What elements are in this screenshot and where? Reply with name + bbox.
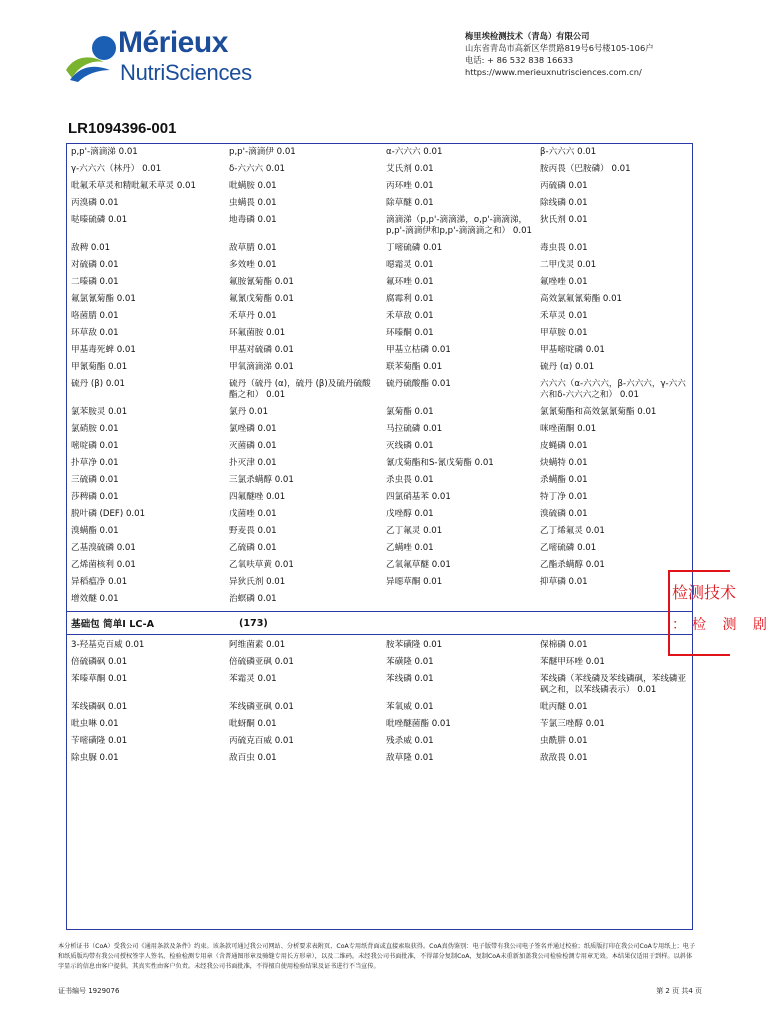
pesticide-list-b: [67, 637, 692, 767]
table-cell: 甲基对硫磷 0.01: [229, 345, 294, 355]
table-cell: 扑草净 0.01: [71, 458, 119, 468]
table-cell: 抑草磷 0.01: [540, 577, 588, 587]
table-cell: 联苯菊酯 0.01: [386, 362, 443, 372]
table-row: [67, 144, 692, 161]
table-cell: 3-羟基克百威 0.01: [71, 640, 145, 650]
table-cell: 乙酯杀螨醇 0.01: [540, 560, 605, 570]
table-cell: 乙嘧硫磷 0.01: [540, 543, 597, 553]
table-row: [67, 291, 692, 308]
table-cell: 狄氏剂 0.01: [540, 215, 588, 225]
table-row: [67, 376, 692, 404]
table-row: [67, 699, 692, 716]
table-cell: 灭线磷 0.01: [386, 441, 434, 451]
table-cell: 四氟醚唑 0.01: [229, 492, 286, 502]
table-cell: 倍硫磷亚砜 0.01: [229, 657, 294, 667]
report-number: LR1094396-001: [68, 120, 177, 137]
company-name: 梅里埃检测技术（青岛）有限公司: [465, 31, 590, 41]
table-cell: 哒嗪硫磷 0.01: [71, 215, 128, 225]
table-cell: 高效氯氟氰菊酯 0.01: [540, 294, 623, 304]
table-cell: 特丁净 0.01: [540, 492, 588, 502]
table-row: [67, 591, 692, 608]
table-row: [67, 557, 692, 574]
table-cell: 乙氧氟草醚 0.01: [386, 560, 451, 570]
table-cell: [382, 591, 536, 608]
table-cell: 地毒磷 0.01: [229, 215, 277, 225]
table-cell: 氟氰戊菊酯 0.01: [229, 294, 294, 304]
table-cell: 氯硝胺 0.01: [71, 424, 119, 434]
table-cell: γ-六六六（林丹） 0.01: [71, 164, 162, 174]
company-phone: 电话: + 86 532 838 16633: [465, 55, 574, 65]
table-cell: 氯唑磷 0.01: [229, 424, 277, 434]
table-row: [67, 472, 692, 489]
table-row: [67, 574, 692, 591]
table-cell: 马拉硫磷 0.01: [386, 424, 443, 434]
table-cell: 噁霜灵 0.01: [386, 260, 434, 270]
table-row: [67, 359, 692, 376]
table-row: [67, 750, 692, 767]
table-cell: 乙氧呋草黄 0.01: [229, 560, 294, 570]
pesticide-list-a: [67, 144, 692, 608]
table-cell: 胺苯磺隆 0.01: [386, 640, 443, 650]
results-table: [66, 143, 693, 930]
table-cell: 氟环唑 0.01: [386, 277, 434, 287]
stamp-line-1: 检测技术: [672, 583, 737, 602]
table-row: [67, 404, 692, 421]
table-cell: 咪唑菌酮 0.01: [540, 424, 597, 434]
table-cell: 甲基毒死蜱 0.01: [71, 345, 136, 355]
table-cell: 多效唑 0.01: [229, 260, 277, 270]
table-cell: 苯线磷亚砜 0.01: [229, 702, 294, 712]
table-row: [67, 308, 692, 325]
table-cell: 敌草隆 0.01: [386, 753, 434, 763]
table-cell: 吡唑醚菌酯 0.01: [386, 719, 451, 729]
table-cell: 乙硫磷 0.01: [229, 543, 277, 553]
table-cell: 硫丹 (α) 0.01: [540, 362, 595, 372]
table-cell: 炔螨特 0.01: [540, 458, 588, 468]
table-cell: 苯霜灵 0.01: [229, 674, 277, 684]
table-row: [67, 671, 692, 699]
company-address: 山东省青岛市高新区华贯路819号6号楼105-106户: [465, 43, 654, 53]
table-cell: 滴滴涕（p,p'-滴滴涕，o,p'-滴滴涕，p,p'-滴滴伊和p,p'-滴滴滴之和） 0.01: [386, 215, 533, 236]
table-row: [67, 161, 692, 178]
table-cell: 甲氰菊酯 0.01: [71, 362, 128, 372]
table-cell: 环氟菌胺 0.01: [229, 328, 286, 338]
table-cell: 毒虫畏 0.01: [540, 243, 588, 253]
section-title: 基础包 简单I LC-A: [71, 619, 154, 630]
table-cell: 对硫磷 0.01: [71, 260, 119, 270]
table-cell: 阿维菌素 0.01: [229, 640, 286, 650]
table-cell: 苯磺隆 0.01: [386, 657, 434, 667]
section-header: [67, 611, 692, 635]
table-cell: 四氯硝基苯 0.01: [386, 492, 451, 502]
table-cell: 咯菌腈 0.01: [71, 311, 119, 321]
table-cell: 吡丙醚 0.01: [540, 702, 588, 712]
table-cell: 甲氧滴滴涕 0.01: [229, 362, 294, 372]
table-cell: 残杀威 0.01: [386, 736, 434, 746]
table-row: [67, 455, 692, 472]
table-cell: 吡氟禾草灵和精吡氟禾草灵 0.01: [71, 181, 196, 191]
table-cell: 戊唑醇 0.01: [386, 509, 434, 519]
table-cell: 苯氧威 0.01: [386, 702, 434, 712]
table-cell: 二甲戊灵 0.01: [540, 260, 597, 270]
table-cell: δ-六六六 0.01: [229, 164, 286, 174]
table-cell: 硫丹（硫丹 (α)，硫丹 (β)及硫丹硫酸酯之和） 0.01: [229, 379, 371, 400]
table-cell: 乙丁烯氟灵 0.01: [540, 526, 605, 536]
table-cell: 环嗪酮 0.01: [386, 328, 434, 338]
table-cell: 苯线磷 0.01: [386, 674, 434, 684]
table-cell: 皮蝇磷 0.01: [540, 441, 588, 451]
table-cell: 溴硫磷 0.01: [540, 509, 588, 519]
logo-title: Mérieux: [118, 26, 228, 59]
table-cell: 吡螨胺 0.01: [229, 181, 277, 191]
table-cell: 胺丙畏（巴胺磷） 0.01: [540, 164, 631, 174]
table-cell: 氰戊菊酯和S-氰戊菊酯 0.01: [386, 458, 494, 468]
table-row: [67, 421, 692, 438]
table-cell: 虫螨畏 0.01: [229, 198, 277, 208]
table-cell: 二嗪磷 0.01: [71, 277, 119, 287]
table-cell: 三氯杀螨醇 0.01: [229, 475, 294, 485]
table-cell: 敌草腈 0.01: [229, 243, 277, 253]
table-cell: 氯丹 0.01: [229, 407, 269, 417]
table-cell: 艾氏剂 0.01: [386, 164, 434, 174]
table-cell: 丁嘧硫磷 0.01: [386, 243, 443, 253]
table-cell: 乙丁氟灵 0.01: [386, 526, 443, 536]
table-cell: 甲草胺 0.01: [540, 328, 588, 338]
table-cell: 异噁草酮 0.01: [386, 577, 443, 587]
company-logo: [64, 22, 254, 90]
table-cell: 硫丹 (β) 0.01: [71, 379, 125, 389]
table-cell: 倍硫磷砜 0.01: [71, 657, 128, 667]
table-cell: 丙硫克百威 0.01: [229, 736, 294, 746]
table-cell: 氟唑唑 0.01: [540, 277, 588, 287]
section-count: (173): [239, 617, 268, 629]
table-cell: 苯线磷砜 0.01: [71, 702, 128, 712]
logo-subtitle: NutriSciences: [120, 60, 252, 85]
table-cell: 野麦畏 0.01: [229, 526, 277, 536]
table-row: [67, 637, 692, 654]
table-cell: 异狄氏剂 0.01: [229, 577, 286, 587]
table-cell: 虫酰肼 0.01: [540, 736, 588, 746]
table-row: [67, 325, 692, 342]
table-cell: 乙螨唑 0.01: [386, 543, 434, 553]
table-cell: 丙溴磷 0.01: [71, 198, 119, 208]
table-row: [67, 523, 692, 540]
table-cell: 硫丹硫酸酯 0.01: [386, 379, 451, 389]
disclaimer-note: 本分析证书（CoA）受我公司《通用条款及条件》约束。该条款可通过我公司网站、分析要求表附页、CoA专用纸背面或直接索取获得。CoA真伪鉴别：电子版带有我公司电子签名并通过校验；纸质版打印在我公司CoA专用纸上；电子和纸质版均带有我公司授权签字人签名、检验检测专用章（含普通图形章及骑缝专用长方形章），以及二维码。未经我公司书面批准，不得部分复制CoA，复制CoA未重新加盖我公司检验检测专用章无效。本结果仅适用于到样。以斜体字显示的信息由客户提供，其真实性由客户负责。未经我公司书面批准，不得擅自使用检验结果及证书进行不当宣传。: [58, 943, 696, 970]
table-cell: 敌百虫 0.01: [229, 753, 277, 763]
table-row: [67, 506, 692, 523]
table-cell: 吡虫啉 0.01: [71, 719, 119, 729]
table-cell: 除线磷 0.01: [540, 198, 588, 208]
table-cell: 苄氯三唑醇 0.01: [540, 719, 605, 729]
table-cell: 氯苯胺灵 0.01: [71, 407, 128, 417]
table-row: [67, 540, 692, 557]
table-row: [67, 438, 692, 455]
table-row: [67, 489, 692, 506]
table-cell: 乙烯菌核利 0.01: [71, 560, 136, 570]
table-row: [67, 195, 692, 212]
table-cell: 扑灭津 0.01: [229, 458, 277, 468]
table-cell: 治螟磷 0.01: [229, 594, 277, 604]
table-cell: 禾草敌 0.01: [386, 311, 434, 321]
table-row: [67, 342, 692, 359]
table-cell: 增效醚 0.01: [71, 594, 119, 604]
table-cell: 禾草丹 0.01: [229, 311, 277, 321]
table-cell: p,p'-滴滴涕 0.01: [71, 147, 138, 157]
official-stamp: [668, 570, 773, 658]
table-cell: 杀虫畏 0.01: [386, 475, 434, 485]
company-info: [465, 30, 654, 78]
table-cell: 除草醚 0.01: [386, 198, 434, 208]
page-number: 第 2 页 共4 页: [656, 987, 702, 995]
table-cell: β-六六六 0.01: [540, 147, 597, 157]
table-cell: 六六六（α-六六六，β-六六六，γ-六六六和δ-六六六之和） 0.01: [540, 379, 686, 400]
table-cell: 氯氰菊酯和高效氯氰菊酯 0.01: [540, 407, 657, 417]
table-row: [67, 178, 692, 195]
table-cell: 氟氯氰菊酯 0.01: [71, 294, 136, 304]
table-cell: α-六六六 0.01: [386, 147, 443, 157]
table-row: [67, 274, 692, 291]
table-cell: 腐霉利 0.01: [386, 294, 434, 304]
table-cell: 三硫磷 0.01: [71, 475, 119, 485]
company-website: https://www.merieuxnutrisciences.com.cn/: [465, 67, 642, 77]
table-row: [67, 240, 692, 257]
table-cell: 除虫脲 0.01: [71, 753, 119, 763]
table-cell: 莎稗磷 0.01: [71, 492, 119, 502]
table-cell: 保棉磷 0.01: [540, 640, 588, 650]
table-cell: 苯醚甲环唑 0.01: [540, 657, 605, 667]
table-cell: 氯菊酯 0.01: [386, 407, 434, 417]
table-cell: 甲基嘧啶磷 0.01: [540, 345, 605, 355]
logo-mark-icon: [64, 36, 118, 82]
table-cell: 苯嗪草酮 0.01: [71, 674, 128, 684]
table-row: [67, 733, 692, 750]
table-cell: 嘧啶磷 0.01: [71, 441, 119, 451]
table-cell: 异稻瘟净 0.01: [71, 577, 128, 587]
table-row: [67, 212, 692, 240]
table-cell: 乙基溴硫磷 0.01: [71, 543, 136, 553]
table-cell: 丙环唑 0.01: [386, 181, 434, 191]
table-cell: 丙硫磷 0.01: [540, 181, 588, 191]
table-cell: 杀螨酯 0.01: [540, 475, 588, 485]
table-cell: 环草敌 0.01: [71, 328, 119, 338]
table-cell: 苯线磷（苯线磷及苯线磷砜，苯线磷亚砜之和，以苯线磷表示） 0.01: [540, 674, 687, 695]
table-cell: 敌稗 0.01: [71, 243, 111, 253]
table-cell: p,p'-滴滴伊 0.01: [229, 147, 296, 157]
stamp-line-2: ：检 测 剧: [672, 617, 773, 633]
table-cell: 灭菌磷 0.01: [229, 441, 277, 451]
table-cell: 甲基立枯磷 0.01: [386, 345, 451, 355]
certificate-number: 证书编号 1929076: [58, 987, 120, 995]
table-cell: 戊菌唑 0.01: [229, 509, 277, 519]
table-row: [67, 654, 692, 671]
table-cell: 吡蚜酮 0.01: [229, 719, 277, 729]
table-row: [67, 716, 692, 733]
table-cell: 溴螨酯 0.01: [71, 526, 119, 536]
table-cell: 氟胺氰菊酯 0.01: [229, 277, 294, 287]
table-cell: 脱叶磷 (DEF) 0.01: [71, 509, 146, 519]
table-cell: 禾草灵 0.01: [540, 311, 588, 321]
table-cell: 敌敌畏 0.01: [540, 753, 588, 763]
table-row: [67, 257, 692, 274]
table-cell: 苄嘧磺隆 0.01: [71, 736, 128, 746]
